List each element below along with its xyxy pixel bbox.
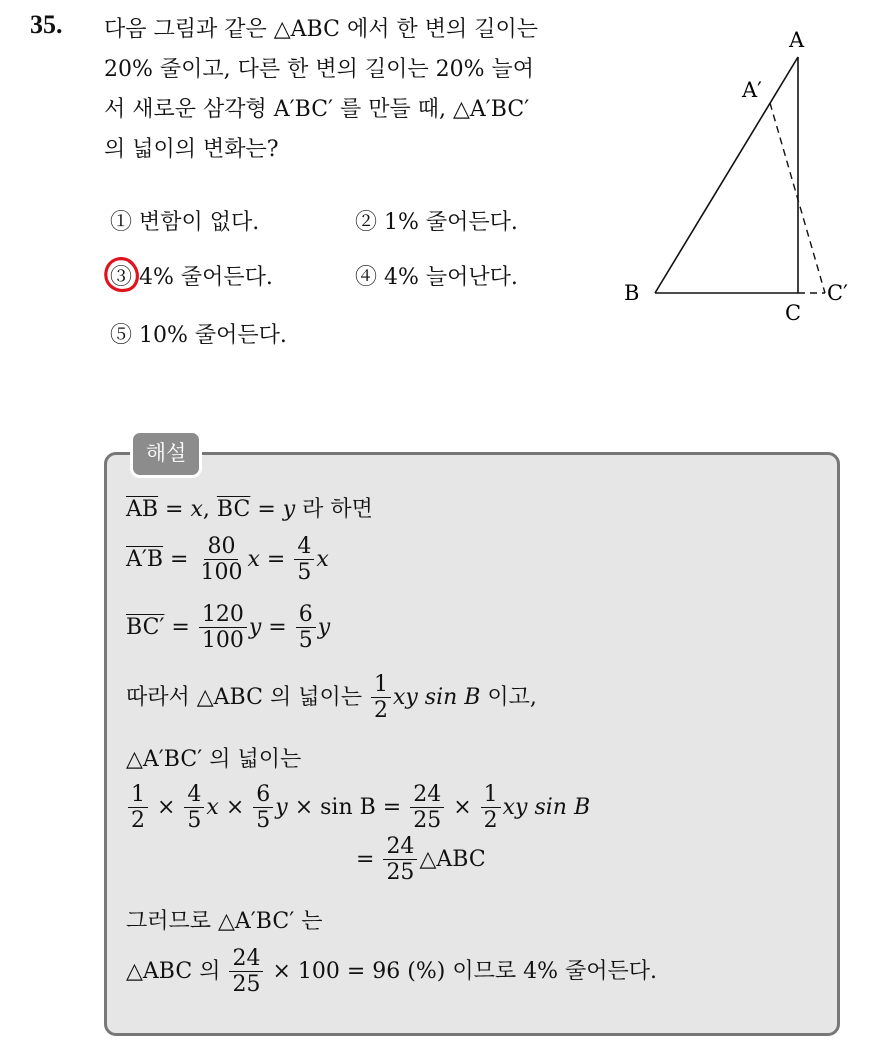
numerator: 1	[128, 782, 148, 808]
numerator: 6	[253, 782, 273, 808]
numerator: 1	[371, 672, 391, 698]
label-c: C	[785, 301, 802, 325]
choice-1[interactable]: ① 변함이 없다.	[110, 210, 260, 235]
solution-tab: 해설	[130, 430, 202, 478]
fraction	[294, 534, 314, 586]
denominator: 25	[232, 972, 261, 998]
numerator: 120	[199, 602, 247, 628]
answer-circle-mark	[102, 254, 142, 294]
fraction	[197, 534, 245, 586]
label-c-prime: C′	[827, 281, 848, 305]
numerator: 6	[296, 602, 316, 628]
denominator: 2	[483, 808, 498, 834]
solution-line-8: 그러므로 △A′BC′ 는	[126, 909, 323, 934]
fraction	[410, 782, 444, 834]
triangle-figure	[620, 25, 870, 330]
fraction	[253, 782, 273, 834]
segment-ab-symbol: $\overline{AB}$	[126, 497, 159, 522]
solution-line-7: = $\frac{24}{25}$ △ABC	[356, 834, 486, 886]
denominator: 5	[187, 808, 202, 834]
numerator: 4	[294, 534, 314, 560]
label-a: A	[789, 28, 805, 52]
denominator: 5	[256, 808, 271, 834]
denominator: 5	[297, 560, 312, 586]
question-number: 35.	[30, 10, 63, 39]
numerator: 24	[229, 946, 263, 972]
solution-line-4: 따라서 △ABC 의 넓이는 $\frac{1}{2}$ xy sin B 이고,	[126, 672, 537, 724]
solution-line-5: △A′BC′ 의 넓이는	[126, 747, 302, 772]
question-line: 서 새로운 삼각형 A′BC′ 를 만들 때, △A′BC′	[104, 97, 530, 122]
solution-line-1: $\overline{AB} = x$, $\overline{BC} = y$ 라 하면	[126, 497, 373, 522]
fraction	[383, 834, 417, 886]
fraction	[481, 782, 501, 834]
question-text	[104, 10, 604, 170]
choice-5[interactable]: ⑤ 10% 줄어든다.	[110, 323, 287, 348]
fraction	[296, 602, 316, 654]
denominator: 25	[413, 808, 442, 834]
denominator: 2	[131, 808, 145, 834]
solution-line-2: A′B = $\frac{80}{100}$ x = $\frac{4}{5}$ x	[126, 534, 329, 586]
fraction	[229, 946, 263, 998]
denominator: 2	[373, 698, 388, 724]
label-a-prime: A′	[742, 78, 762, 102]
question-line: 다음 그림과 같은 △ABC 에서 한 변의 길이는	[104, 17, 538, 42]
choice-4[interactable]: ④ 4% 늘어난다.	[355, 265, 518, 290]
segment-ab	[655, 57, 798, 293]
numerator: 1	[481, 782, 501, 808]
denominator: 100	[201, 628, 244, 654]
denominator: 100	[200, 560, 243, 586]
label-b: B	[624, 281, 640, 305]
choice-2[interactable]: ② 1% 줄어든다.	[355, 210, 518, 235]
solution-line-3: BC′ = $\frac{120}{100}$ y = $\frac{6}{5}$ y	[126, 602, 331, 654]
numerator: 24	[383, 834, 417, 860]
fraction	[371, 672, 391, 724]
solution-line-6: $\frac{1}{2}$ × $\frac{4}{5}$ x × $\frac{6}{5}$ y × sin B = $\frac{24}{25}$ × $\frac{1}{2}$ xy sin B	[126, 782, 590, 834]
question-line: 20% 줄이고, 다른 한 변의 길이는 20% 늘여	[104, 57, 535, 82]
numerator: 80	[204, 534, 238, 560]
question-line: 의 넓이의 변화는?	[104, 137, 279, 162]
fraction	[128, 782, 148, 834]
denominator: 5	[298, 628, 313, 654]
segment-bc-symbol: $\overline{BC}$	[216, 497, 251, 522]
solution-line-9: △ABC 의 $\frac{24}{25}$ × 100 = 96 (%) 이므로 4% 줄어든다.	[126, 946, 657, 998]
numerator: 24	[410, 782, 444, 808]
fraction	[184, 782, 204, 834]
numerator: 4	[184, 782, 204, 808]
fraction	[199, 602, 247, 654]
denominator: 25	[386, 860, 415, 886]
choice-3[interactable]: ③ 4% 줄어든다.	[110, 265, 273, 290]
